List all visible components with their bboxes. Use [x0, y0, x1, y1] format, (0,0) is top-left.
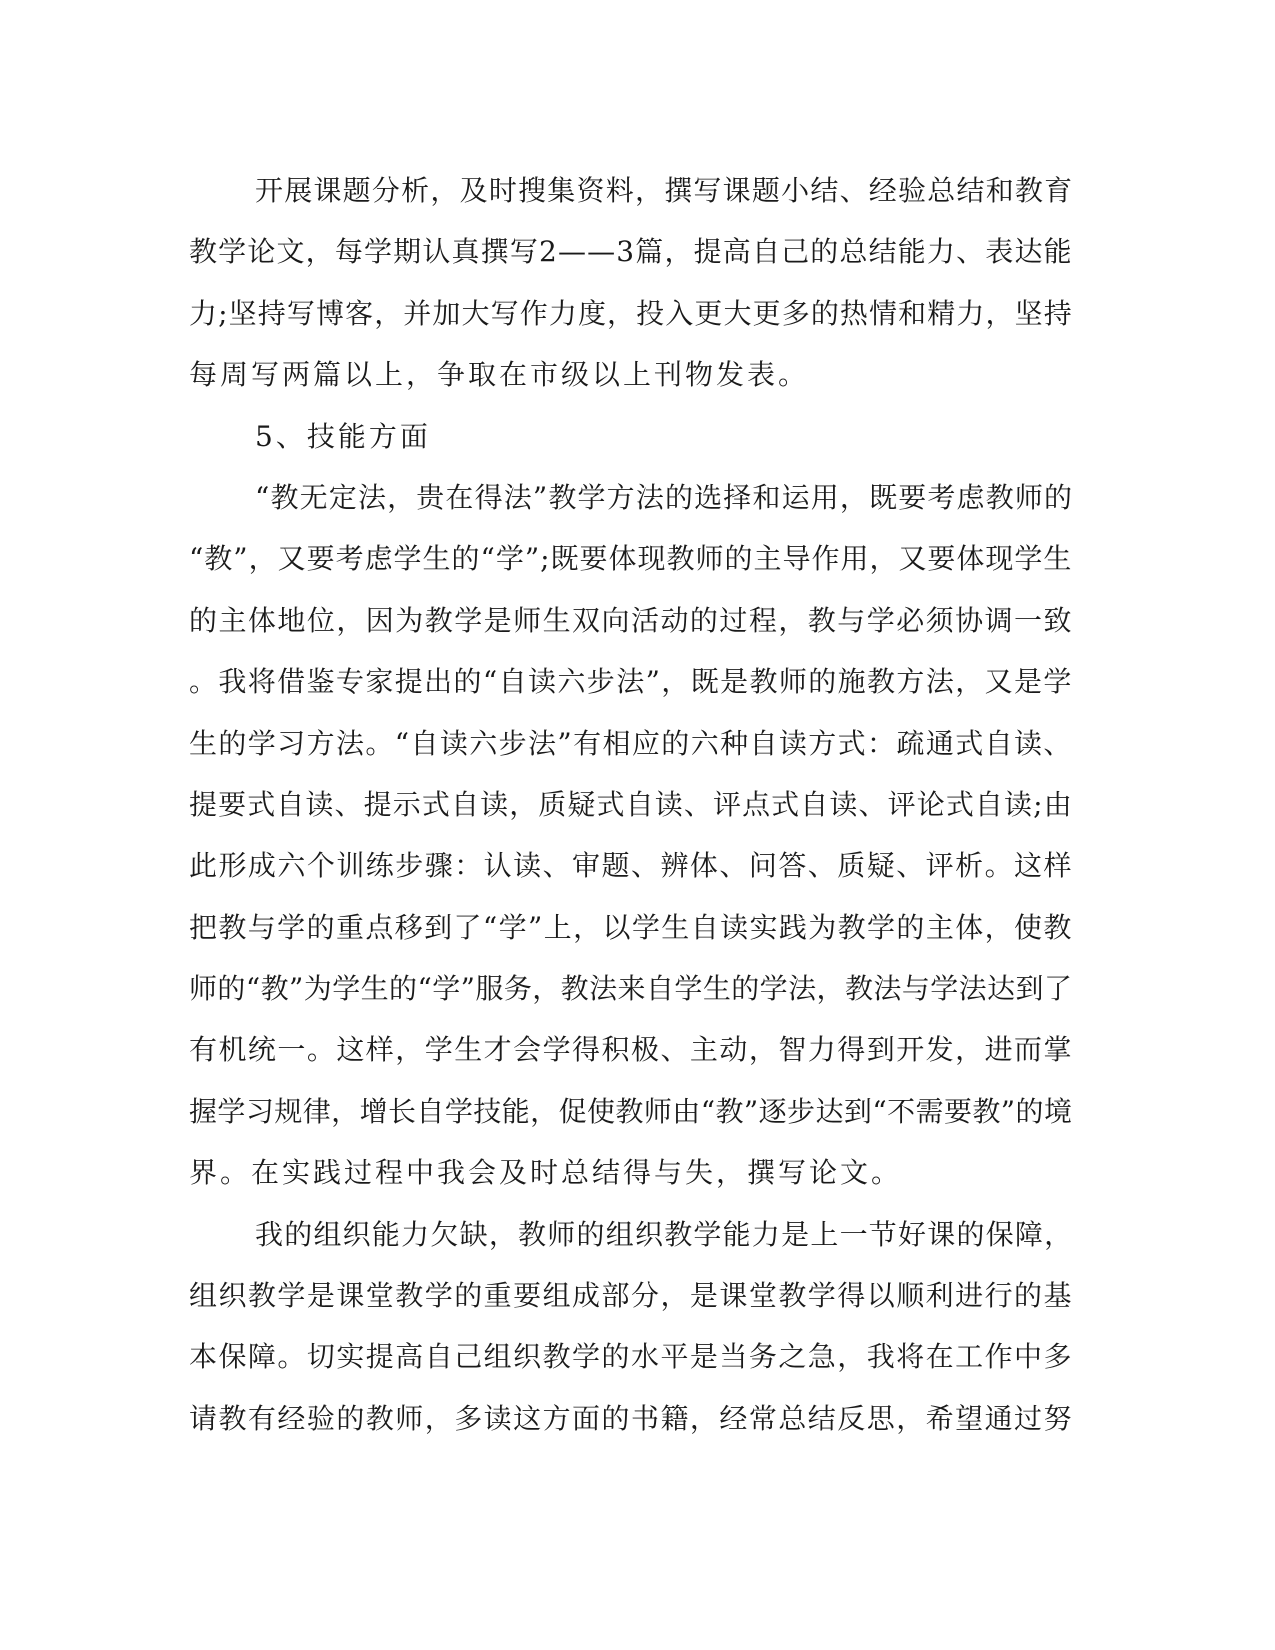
document-body — [189, 160, 1079, 1449]
text-line: 有机统一。这样，学生才会学得积极、主动，智力得到开发，进而掌 — [189, 1033, 1073, 1067]
text-line: 界。在实践过程中我会及时总结得与失，撰写论文。 — [189, 1156, 903, 1190]
text-line: 组织教学是课堂教学的重要组成部分，是课堂教学得以顺利进行的基 — [189, 1279, 1073, 1313]
text-line: 教学论文，每学期认真撰写2——3篇，提高自己的总结能力、表达能 — [189, 235, 1073, 269]
text-line: 力;坚持写博客，并加大写作力度，投入更大更多的热情和精力，坚持 — [189, 296, 1073, 330]
text-line: 把教与学的重点移到了“学”上，以学生自读实践为教学的主体，使教 — [189, 910, 1073, 944]
text-line: 提要式自读、提示式自读，质疑式自读、评点式自读、评论式自读;由 — [189, 787, 1073, 821]
text-line: 本保障。切实提高自己组织教学的水平是当务之急，我将在工作中多 — [189, 1340, 1073, 1374]
text-line: 的主体地位，因为教学是师生双向活动的过程，教与学必须协调一致 — [189, 603, 1073, 637]
text-line: “教”，又要考虑学生的“学”;既要体现教师的主导作用，又要体现学生 — [189, 542, 1073, 576]
text-line: 师的“教”为学生的“学”服务，教法来自学生的学法，教法与学法达到了 — [189, 972, 1073, 1006]
text-line: 我的组织能力欠缺，教师的组织教学能力是上一节好课的保障， — [255, 1217, 1074, 1251]
text-line: 握学习规律，增长自学技能，促使教师由“教”逐步达到“不需要教”的境 — [189, 1094, 1073, 1128]
text-line: 此形成六个训练步骤：认读、审题、辨体、问答、质疑、评析。这样 — [189, 849, 1073, 883]
text-line: 请教有经验的教师，多读这方面的书籍，经常总结反思，希望通过努 — [189, 1401, 1073, 1435]
text-line: 每周写两篇以上，争取在市级以上刊物发表。 — [189, 358, 810, 392]
text-line: “教无定法，贵在得法”教学方法的选择和运用，既要考虑教师的 — [255, 480, 1074, 514]
section-heading: 5、技能方面 — [255, 419, 431, 453]
text-line: 生的学习方法。“自读六步法”有相应的六种自读方式：疏通式自读、 — [189, 726, 1073, 760]
text-line: 。我将借鉴专家提出的“自读六步法”，既是教师的施教方法，又是学 — [189, 665, 1073, 699]
text-line: 开展课题分析，及时搜集资料，撰写课题小结、经验总结和教育 — [255, 174, 1074, 207]
